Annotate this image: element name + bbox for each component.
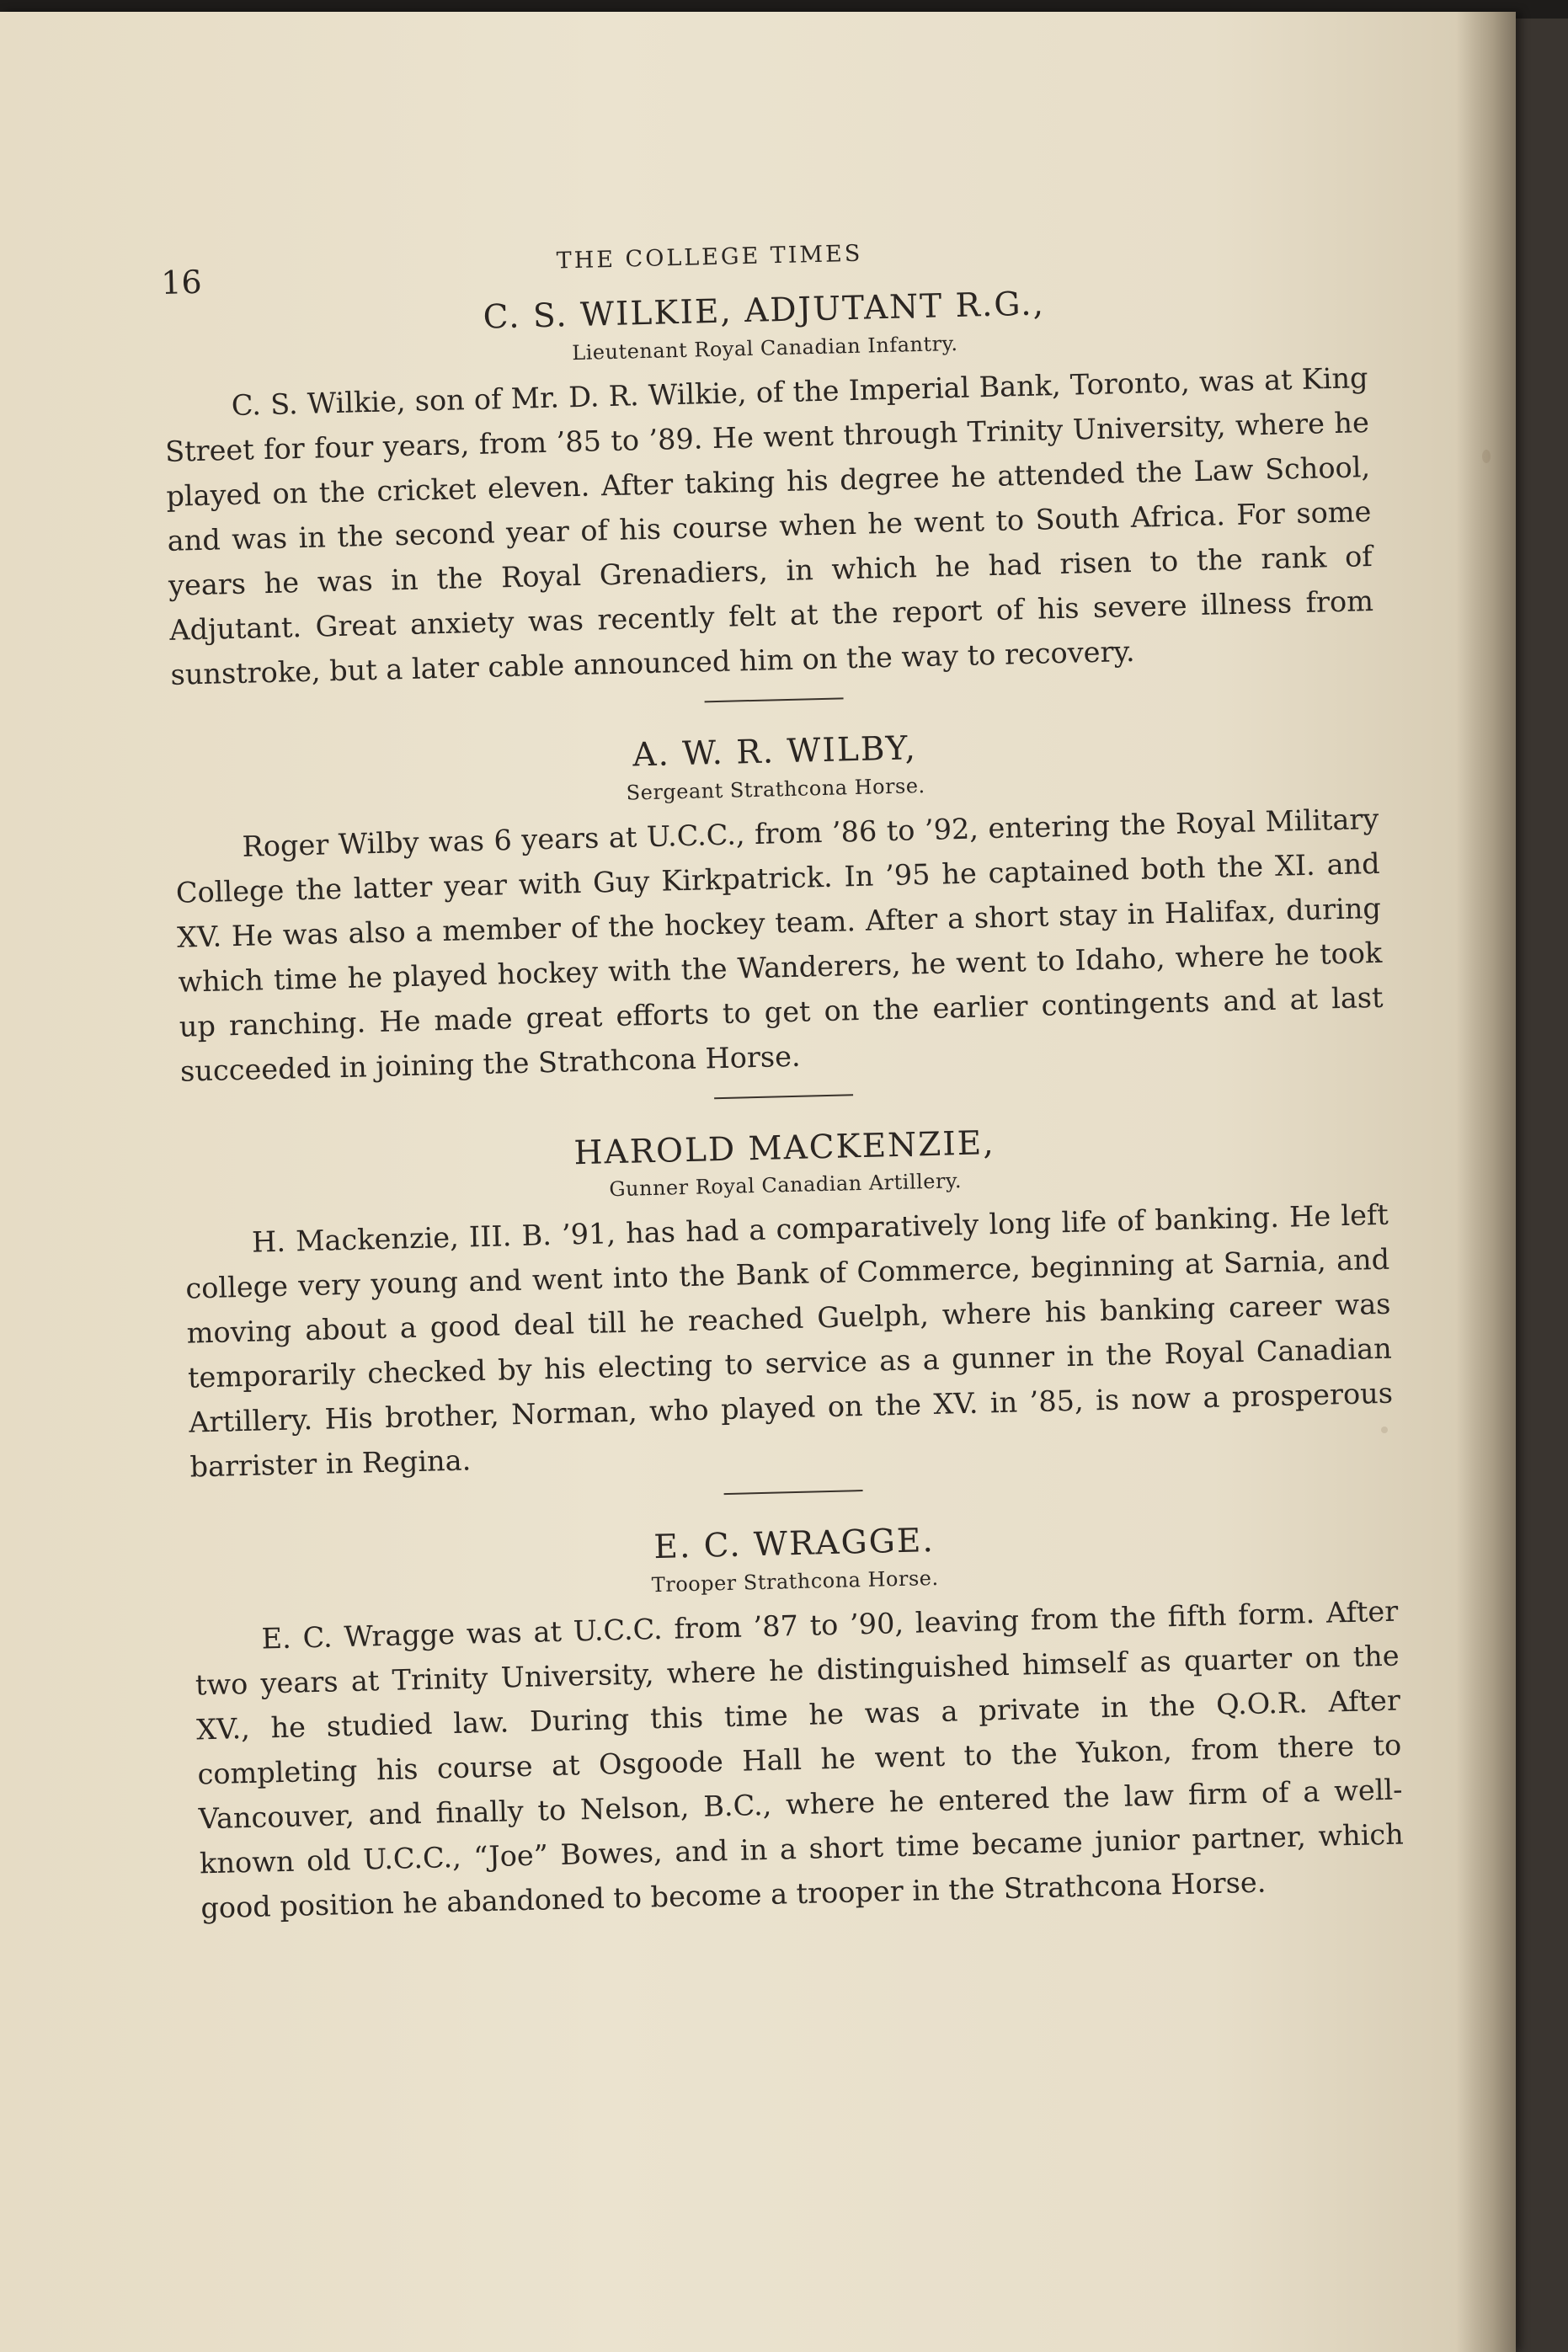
article-wilby (173, 718, 1385, 1094)
section-divider (704, 697, 843, 702)
article-rank: Gunner Royal Canadian Artillery. (609, 1169, 963, 1202)
article-heading: C. S. WILKIE, ADJUTANT R.G., (483, 285, 1046, 337)
section-divider (723, 1490, 862, 1495)
page-content (160, 210, 1405, 1931)
article-body: Roger Wilby was 6 years at U.C.C., from ’86 to ’92, entering the Royal Military College the latter year with Guy Kirkpatrick. In ’95 he captained both the XI. and XV. He was also a member of the hockey team. After a short stay in Halifax, during which time he played hockey with the Wanderers, he went to Idaho, where he took up ranching. He made great efforts to get on the earlier contingents and at last succeeded in joining the Strathcona Horse. (175, 802, 1384, 1088)
article-body: H. Mackenzie, III. B. ’91, has had a comparatively long life of banking. He left college very young and went into the Bank of Commerce, beginning at Sarnia, and moving about a good deal till he reached Guelph, where his banking career was temporarily checked by his electing to service as a gunner in the Royal Canadian Artillery. His brother, Norman, who played on the XV. in ’85, is now a prosperous barrister in Regina. (184, 1198, 1394, 1484)
article-rank: Lieutenant Royal Canadian Infantry. (571, 331, 958, 365)
journal-title: THE COLLEGE TIMES (556, 240, 863, 275)
page-edge-shadow (1457, 12, 1516, 2352)
book-page (0, 12, 1516, 2352)
article-rank: Trooper Strathcona Horse. (651, 1566, 939, 1597)
article-heading: E. C. WRAGGE. (653, 1522, 936, 1567)
article-wragge (192, 1511, 1405, 1931)
article-heading: A. W. R. WILBY, (632, 729, 918, 775)
article-mackenzie (182, 1114, 1395, 1490)
article-heading: HAROLD MACKENZIE, (573, 1123, 996, 1172)
article-wilkie (162, 277, 1375, 697)
article-rank: Sergeant Strathcona Horse. (626, 773, 925, 805)
article-body: C. S. Wilkie, son of Mr. D. R. Wilkie, of the Imperial Bank, Toronto, was at King Street for four years, from ’85 to ’89. He went through Trinity University, where he played on the cricket eleven. After taking his degree he attended the Law School, and was in the second year of his course when he went to South Africa. For some years he was in the Royal Grenadiers, in which he had risen to the rank of Adjutant. Great anxiety was recently felt at the report of his severe illness from sunstroke, but a later cable announced him on the way to recovery. (164, 360, 1374, 691)
paper-spot (1482, 450, 1491, 463)
section-divider (714, 1094, 853, 1099)
page-number: 16 (160, 263, 203, 301)
article-body: E. C. Wragge was at U.C.C. from ’87 to ’90, leaving from the fifth form. After two years at Trinity University, where he distinguished himself as quarter on the XV., he studied law. During this time he was a private in the Q.O.R. After completing his course at Osgoode Hall he went to the Yukon, from there to Vancouver, and finally to Nelson, B.C., where he entered the law firm of a well-known old U.C.C., “Joe” Bowes, and in a short time became junior partner, which good position he abandoned to become a trooper in the Strathcona Horse. (195, 1594, 1405, 1925)
